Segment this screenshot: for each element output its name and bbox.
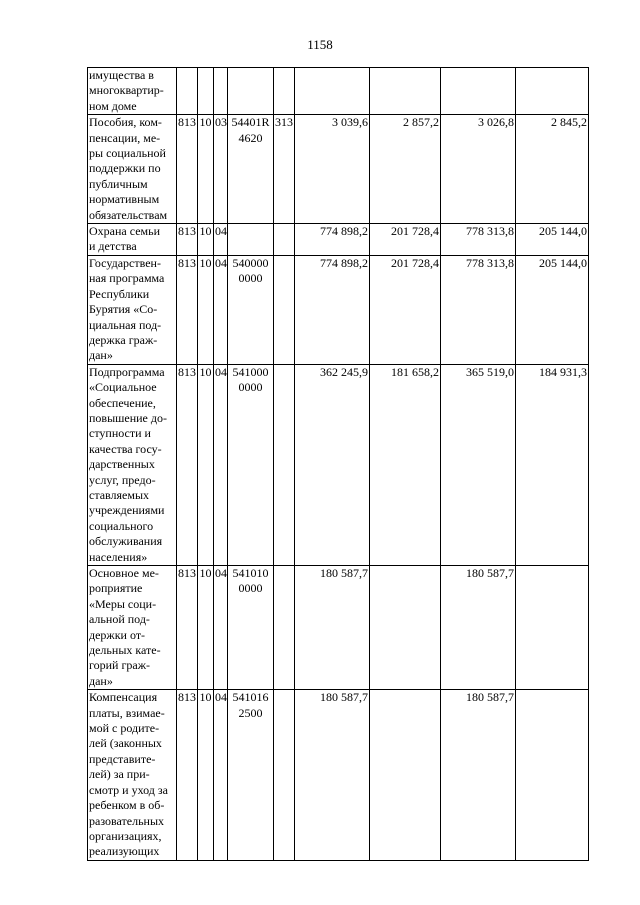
row-name-line: держка граж- <box>89 332 158 347</box>
gr-code-cell: 813 <box>177 566 198 690</box>
amount-cell-1 <box>295 68 370 115</box>
row-name-line: ставляемых <box>89 487 150 502</box>
row-name-line: «Меры соци- <box>89 596 157 611</box>
expense-type-code-cell: 313 <box>274 115 295 224</box>
row-name-line: публичным <box>89 176 148 191</box>
expense-type-code-cell <box>274 364 295 565</box>
section-code-cell: 10 <box>198 255 214 364</box>
target-article-code-line: 541000 <box>232 364 269 379</box>
row-name-line: имущества в <box>89 68 154 82</box>
target-article-code-cell <box>228 566 274 690</box>
amount-cell-1: 3 039,6 <box>295 115 370 224</box>
row-name-line: Бурятия «Со- <box>89 302 158 317</box>
row-name-line: ры социальной <box>89 146 166 161</box>
target-article-code-cell <box>228 68 274 115</box>
amount-cell-2 <box>370 566 441 690</box>
row-name-line: Республики <box>89 286 150 301</box>
subsection-code-cell: 04 <box>214 690 228 860</box>
row-name-line: держки от- <box>89 627 146 642</box>
amount-cell-1: 362 245,9 <box>295 364 370 565</box>
amount-cell-2: 201 728,4 <box>370 224 441 256</box>
section-code-cell: 10 <box>198 115 214 224</box>
row-name-cell <box>88 115 177 224</box>
subsection-code-cell: 04 <box>214 566 228 690</box>
subsection-code-cell: 03 <box>214 115 228 224</box>
row-name-line: мой с родите- <box>89 721 160 736</box>
row-name-line: горий граж- <box>89 658 151 673</box>
gr-code-cell: 813 <box>177 364 198 565</box>
row-name-line: поддержки по <box>89 161 161 176</box>
amount-cell-2 <box>370 690 441 860</box>
target-article-code-line: 541016 <box>232 690 269 705</box>
table-row <box>88 255 589 364</box>
target-article-code-cell <box>228 255 274 364</box>
row-name-line: платы, взимае- <box>89 705 165 720</box>
target-article-code-line: 540000 <box>232 255 269 270</box>
section-code-cell: 10 <box>198 690 214 860</box>
subsection-code-cell: 04 <box>214 255 228 364</box>
target-article-code-line: 2500 <box>238 705 263 720</box>
row-name-line: качества госу- <box>89 441 162 456</box>
row-name-line: дарственных <box>89 457 155 472</box>
table-row <box>88 566 589 690</box>
row-name-line: пенсации, ме- <box>89 130 161 145</box>
target-article-code-line: 0000 <box>238 581 263 596</box>
row-name-line: Подпрограмма <box>89 364 165 379</box>
subsection-code-cell: 04 <box>214 224 228 256</box>
row-name-line: Основное ме- <box>89 566 159 580</box>
amount-cell-4: 205 144,0 <box>516 224 589 256</box>
row-name-cell <box>88 68 177 115</box>
target-article-code-cell <box>228 364 274 565</box>
amount-cell-4 <box>516 68 589 115</box>
target-article-code-line: 541010 <box>232 566 269 580</box>
row-name-line: и детства <box>89 239 137 254</box>
table-row <box>88 68 589 115</box>
row-name-line: ступности и <box>89 426 151 441</box>
amount-cell-4: 205 144,0 <box>516 255 589 364</box>
row-name-line: ном доме <box>89 98 137 113</box>
row-name-cell <box>88 224 177 256</box>
gr-code-cell: 813 <box>177 690 198 860</box>
row-name-line: многоквартир- <box>89 83 164 98</box>
row-name-line: социального <box>89 518 154 533</box>
row-name-line: обязательствам <box>89 207 168 222</box>
amount-cell-3: 365 519,0 <box>441 364 516 565</box>
gr-code-cell: 813 <box>177 255 198 364</box>
expense-type-code-cell <box>274 255 295 364</box>
page-number: 1158 <box>307 37 333 52</box>
row-name-line: лей) за при- <box>89 767 150 782</box>
row-name-line: «Социальное <box>89 380 157 395</box>
row-name-line: Пособия, ком- <box>89 115 162 130</box>
row-name-line: циальная под- <box>89 317 162 332</box>
subsection-code-cell <box>214 68 228 115</box>
table-row <box>88 224 589 256</box>
amount-cell-2: 181 658,2 <box>370 364 441 565</box>
amount-cell-3 <box>441 68 516 115</box>
target-article-code-cell <box>228 115 274 224</box>
row-name-line: организациях, <box>89 828 162 843</box>
row-name-cell <box>88 364 177 565</box>
row-name-line: ная программа <box>89 271 165 286</box>
section-code-cell <box>198 68 214 115</box>
amount-cell-1: 774 898,2 <box>295 255 370 364</box>
target-article-code-line: 4620 <box>238 130 263 145</box>
amount-cell-3: 778 313,8 <box>441 255 516 364</box>
row-name-line: Государствен- <box>89 255 161 270</box>
target-article-code-line: 0000 <box>238 271 263 286</box>
target-article-code-cell <box>228 224 274 256</box>
amount-cell-3: 180 587,7 <box>441 566 516 690</box>
row-name-line: Охрана семьи <box>89 224 161 239</box>
amount-cell-4 <box>516 566 589 690</box>
row-name-line: Компенсация <box>89 690 158 705</box>
row-name-line: ребенком в об- <box>89 798 165 813</box>
row-name-line: альной под- <box>89 612 150 627</box>
section-code-cell: 10 <box>198 364 214 565</box>
amount-cell-2 <box>370 68 441 115</box>
subsection-code-cell: 04 <box>214 364 228 565</box>
target-article-code-line: 54401R <box>231 115 270 130</box>
row-name-cell <box>88 255 177 364</box>
table-row <box>88 690 589 860</box>
row-name-line: услуг, предо- <box>89 472 156 487</box>
budget-table <box>87 67 589 861</box>
target-article-code-cell <box>228 690 274 860</box>
amount-cell-1: 180 587,7 <box>295 566 370 690</box>
row-name-line: дельных кате- <box>89 643 161 658</box>
row-name-line: нормативным <box>89 192 160 207</box>
gr-code-cell: 813 <box>177 224 198 256</box>
expense-type-code-cell <box>274 690 295 860</box>
row-name-line: повышение до- <box>89 410 167 425</box>
amount-cell-2: 2 857,2 <box>370 115 441 224</box>
expense-type-code-cell <box>274 566 295 690</box>
expense-type-code-cell <box>274 224 295 256</box>
amount-cell-2: 201 728,4 <box>370 255 441 364</box>
table-row <box>88 115 589 224</box>
amount-cell-1: 774 898,2 <box>295 224 370 256</box>
amount-cell-3: 778 313,8 <box>441 224 516 256</box>
section-code-cell: 10 <box>198 566 214 690</box>
row-name-line: обеспечение, <box>89 395 156 410</box>
gr-code-cell <box>177 68 198 115</box>
section-code-cell: 10 <box>198 224 214 256</box>
row-name-cell <box>88 690 177 860</box>
row-name-line: учреждениями <box>89 503 165 518</box>
row-name-line: населения» <box>89 549 148 564</box>
table-row <box>88 364 589 565</box>
amount-cell-3: 3 026,8 <box>441 115 516 224</box>
row-name-line: реализующих <box>89 844 160 859</box>
amount-cell-4 <box>516 690 589 860</box>
row-name-cell <box>88 566 177 690</box>
row-name-line: дан» <box>89 673 113 688</box>
expense-type-code-cell <box>274 68 295 115</box>
amount-cell-3: 180 587,7 <box>441 690 516 860</box>
row-name-line: роприятие <box>89 581 143 596</box>
row-name-line: лей (законных <box>89 736 162 751</box>
target-article-code-line: 0000 <box>238 380 263 395</box>
row-name-line: дан» <box>89 348 113 363</box>
gr-code-cell: 813 <box>177 115 198 224</box>
row-name-line: разовательных <box>89 813 165 828</box>
amount-cell-4: 184 931,3 <box>516 364 589 565</box>
amount-cell-1: 180 587,7 <box>295 690 370 860</box>
row-name-line: обслуживания <box>89 534 163 549</box>
amount-cell-4: 2 845,2 <box>516 115 589 224</box>
row-name-line: смотр и уход за <box>89 782 168 797</box>
row-name-line: представите- <box>89 751 156 766</box>
